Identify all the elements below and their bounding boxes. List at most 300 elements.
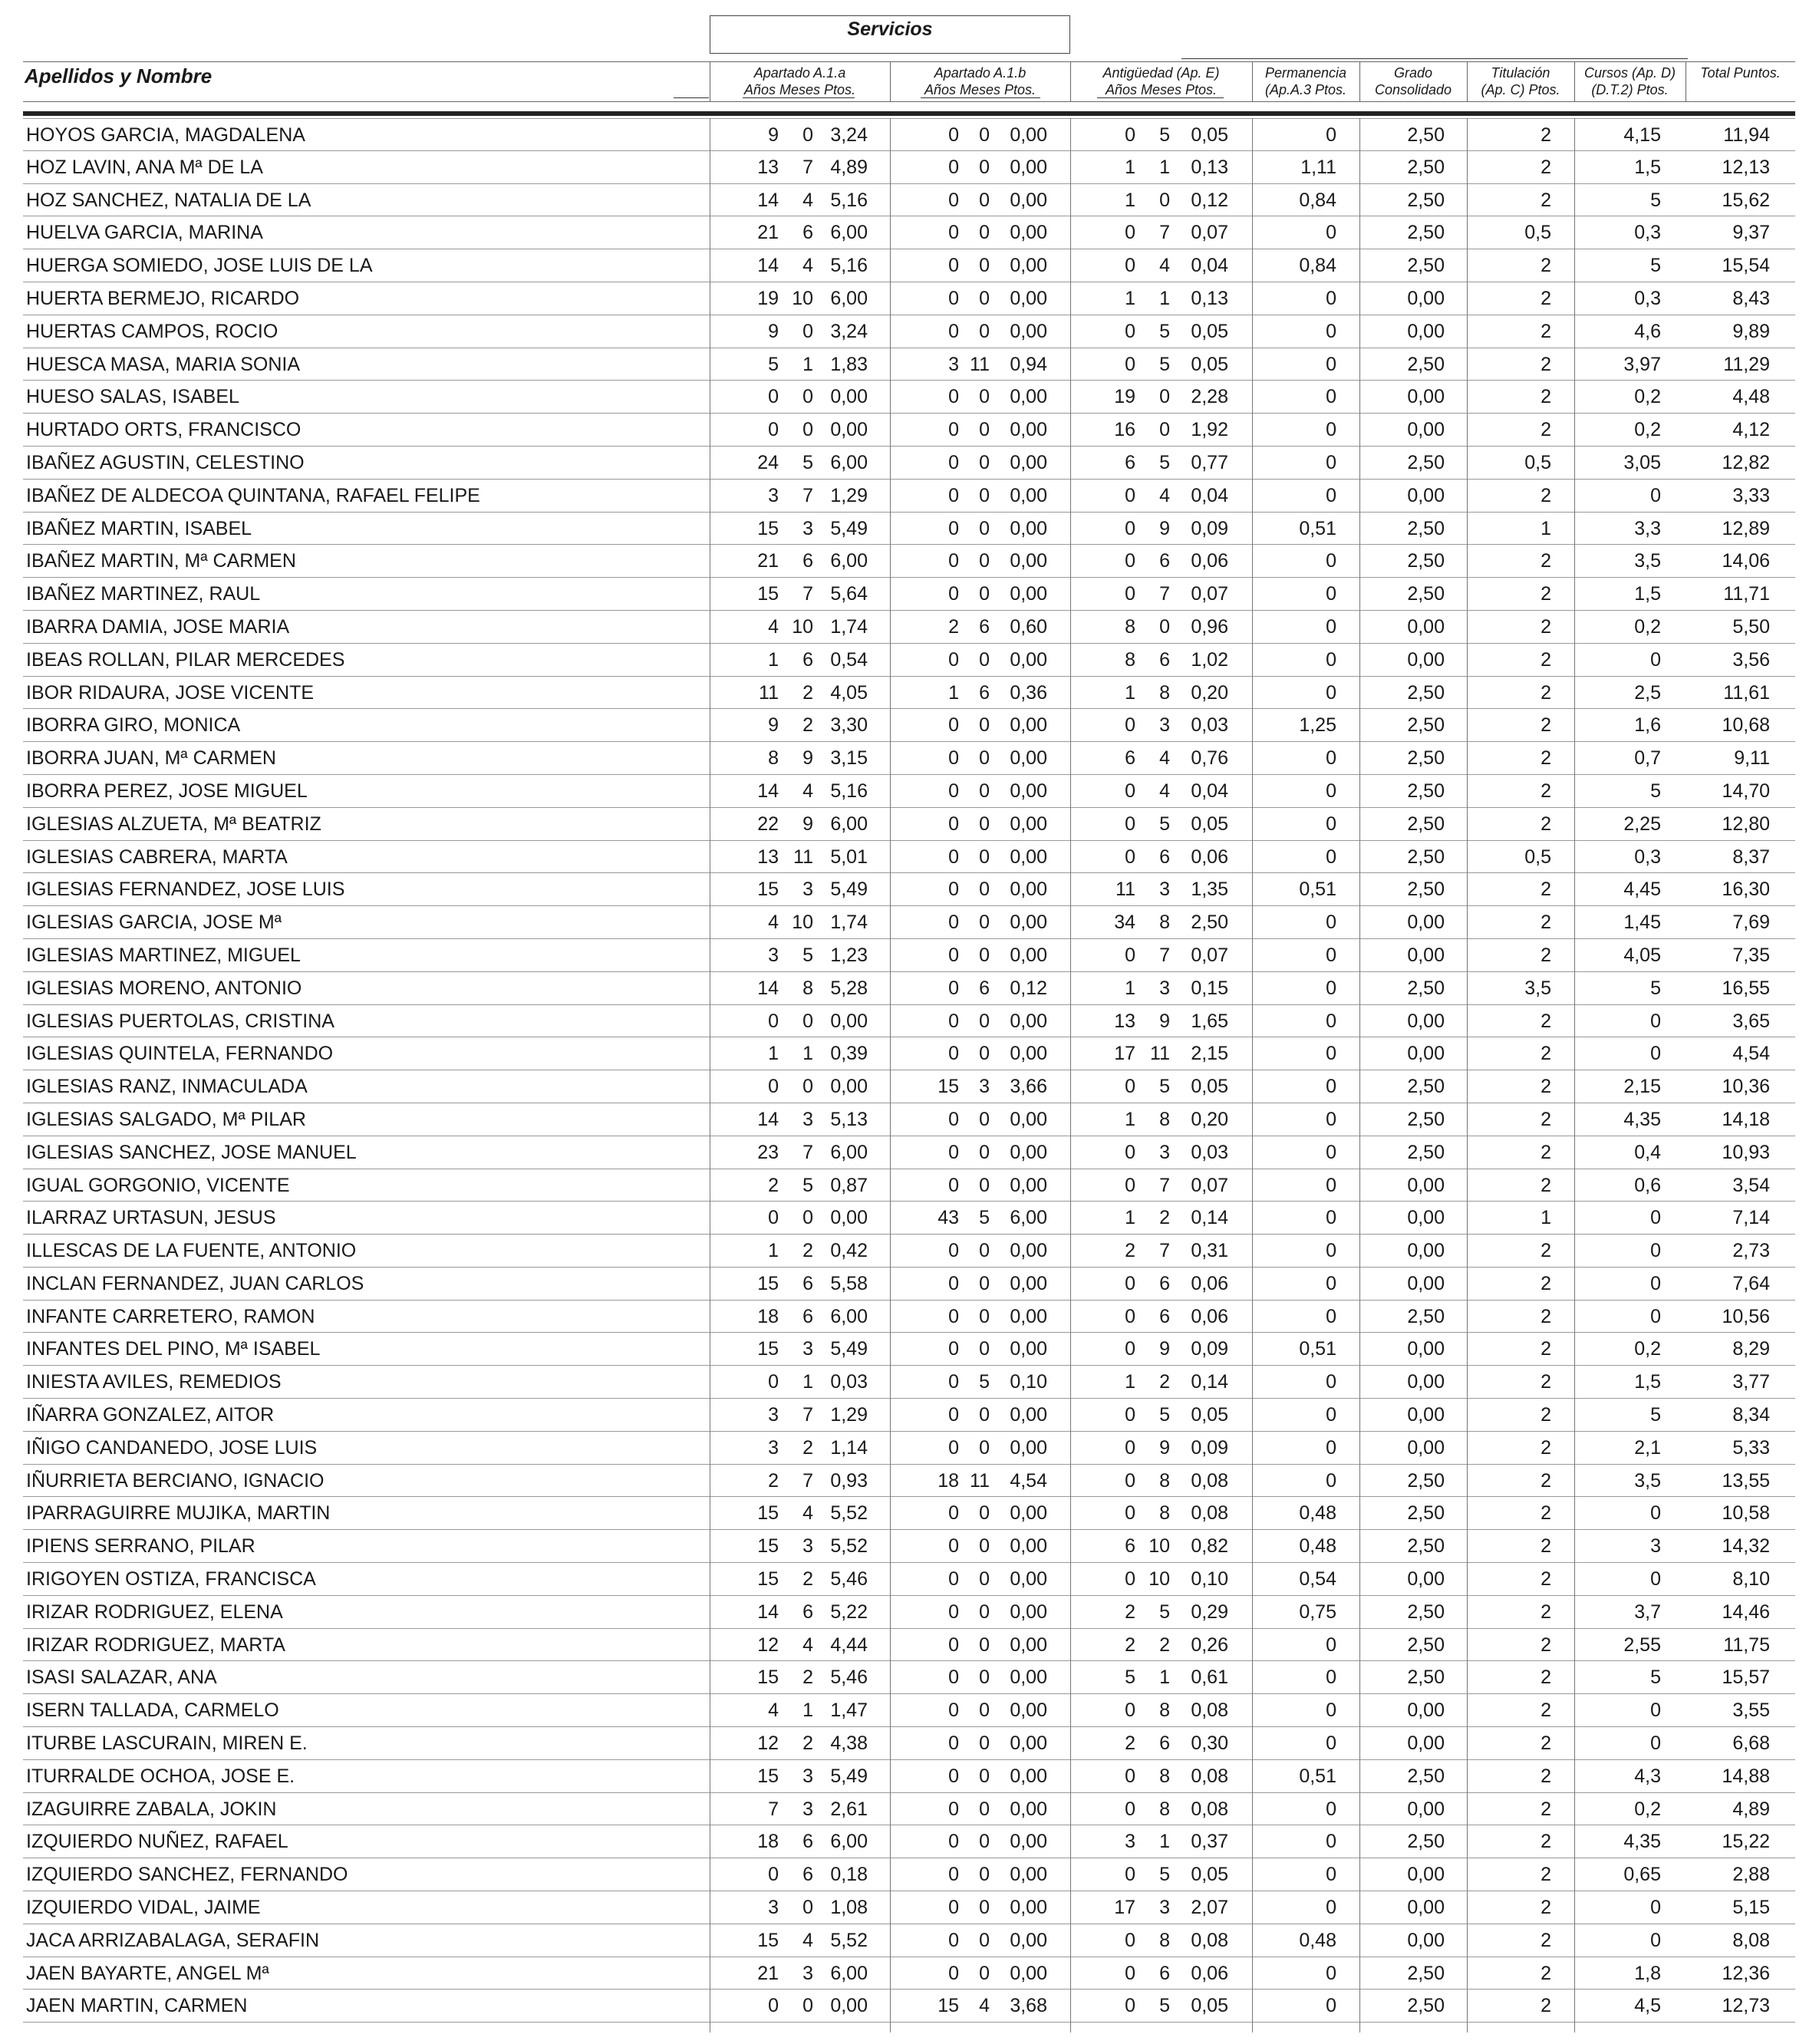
cell-grado: 0,00 bbox=[1407, 648, 1445, 671]
cell-a1b-points: 0,00 bbox=[1010, 1272, 1047, 1294]
cell-a1a-months: 1 bbox=[802, 1043, 813, 1065]
cell-ant-months: 9 bbox=[1159, 1010, 1170, 1032]
cell-permanencia: 0 bbox=[1326, 681, 1336, 704]
cell-a1a-months: 2 bbox=[802, 1240, 813, 1262]
cell-ant-points: 0,05 bbox=[1191, 1076, 1228, 1098]
cell-total: 4,12 bbox=[1732, 419, 1770, 441]
cell-ant-months: 3 bbox=[1159, 879, 1170, 901]
cell-a1a-points: 0,00 bbox=[830, 1207, 868, 1229]
cell-ant-months: 6 bbox=[1159, 1962, 1170, 1984]
cell-a1a-points: 1,47 bbox=[830, 1699, 868, 1722]
cell-titulacion: 3,5 bbox=[1524, 977, 1551, 999]
cell-ant-years: 0 bbox=[1125, 1929, 1135, 1951]
cell-a1b-points: 0,00 bbox=[1010, 1240, 1047, 1262]
cell-titulacion: 2 bbox=[1541, 1141, 1551, 1163]
cell-a1b-months: 0 bbox=[979, 484, 990, 506]
scores-table bbox=[23, 118, 1795, 2023]
cell-permanencia: 0 bbox=[1326, 583, 1336, 605]
cell-grado: 2,50 bbox=[1407, 189, 1445, 211]
cell-a1a-months: 6 bbox=[802, 1864, 813, 1886]
cell-a1a-months: 5 bbox=[802, 944, 813, 966]
cell-a1a-points: 1,74 bbox=[830, 912, 868, 934]
cell-a1b-points: 0,00 bbox=[1010, 1043, 1047, 1065]
table-row bbox=[23, 1727, 1795, 1760]
cell-a1a-months: 9 bbox=[802, 747, 813, 770]
cell-a1a-points: 0,00 bbox=[830, 1076, 868, 1098]
cell-a1a-points: 5,49 bbox=[830, 1338, 868, 1360]
cell-titulacion: 2 bbox=[1541, 320, 1551, 342]
cell-permanencia: 0 bbox=[1326, 1076, 1336, 1098]
cell-total: 12,36 bbox=[1722, 1962, 1770, 1984]
cell-ant-points: 0,08 bbox=[1191, 1929, 1228, 1951]
cell-a1b-months: 3 bbox=[979, 1076, 990, 1098]
cell-a1a-months: 4 bbox=[802, 1634, 813, 1656]
cell-a1b-points: 0,00 bbox=[1010, 386, 1047, 408]
cell-a1a-points: 3,24 bbox=[830, 320, 868, 342]
cell-total: 7,35 bbox=[1732, 944, 1770, 966]
cell-a1a-points: 3,15 bbox=[830, 747, 868, 770]
cell-name: IÑURRIETA BERCIANO, IGNACIO bbox=[26, 1469, 325, 1492]
cell-a1a-points: 5,52 bbox=[830, 1929, 868, 1951]
cell-name: ILLESCAS DE LA FUENTE, ANTONIO bbox=[26, 1240, 357, 1262]
cell-a1a-years: 23 bbox=[757, 1141, 779, 1163]
cell-a1a-points: 6,00 bbox=[830, 1141, 868, 1163]
cell-permanencia: 0 bbox=[1326, 1436, 1336, 1459]
cell-a1b-years: 18 bbox=[938, 1469, 959, 1492]
cell-cursos: 5 bbox=[1650, 189, 1661, 211]
cell-ant-points: 0,05 bbox=[1191, 1404, 1228, 1426]
cell-cursos: 4,05 bbox=[1623, 944, 1661, 966]
cell-a1a-years: 19 bbox=[757, 287, 779, 309]
cell-a1b-points: 0,00 bbox=[1010, 1929, 1047, 1951]
cell-ant-years: 2 bbox=[1125, 1240, 1135, 1262]
cell-a1a-years: 15 bbox=[757, 1338, 779, 1360]
cell-ant-years: 17 bbox=[1114, 1043, 1135, 1065]
cell-titulacion: 2 bbox=[1541, 747, 1551, 770]
table-row bbox=[23, 1760, 1795, 1793]
cell-cursos: 0 bbox=[1650, 1502, 1661, 1525]
cell-ant-years: 0 bbox=[1125, 780, 1135, 802]
cell-a1b-months: 0 bbox=[979, 846, 990, 868]
cell-ant-years: 0 bbox=[1125, 714, 1135, 737]
cell-a1a-points: 6,00 bbox=[830, 1305, 868, 1327]
cell-a1a-points: 5,13 bbox=[830, 1108, 868, 1130]
cell-ant-points: 0,09 bbox=[1191, 1338, 1228, 1360]
cell-ant-points: 0,14 bbox=[1191, 1207, 1228, 1229]
cell-a1a-months: 0 bbox=[802, 1995, 813, 2017]
cell-titulacion: 2 bbox=[1541, 1601, 1551, 1623]
cell-a1b-years: 0 bbox=[948, 1338, 959, 1360]
cell-cursos: 3 bbox=[1650, 1535, 1661, 1558]
cell-a1a-years: 1 bbox=[768, 1043, 779, 1065]
cell-a1a-points: 0,87 bbox=[830, 1174, 868, 1196]
cell-a1a-months: 10 bbox=[792, 912, 813, 934]
cell-a1b-months: 0 bbox=[979, 1765, 990, 1787]
cell-total: 8,10 bbox=[1732, 1568, 1770, 1591]
cell-name: JACA ARRIZABALAGA, SERAFIN bbox=[26, 1929, 320, 1951]
cell-ant-years: 19 bbox=[1114, 386, 1135, 408]
cell-ant-months: 4 bbox=[1159, 780, 1170, 802]
cell-a1a-points: 0,93 bbox=[830, 1469, 868, 1492]
cell-ant-years: 0 bbox=[1125, 944, 1135, 966]
cell-a1a-years: 21 bbox=[757, 550, 779, 572]
cell-total: 10,36 bbox=[1722, 1076, 1770, 1098]
cell-grado: 2,50 bbox=[1407, 747, 1445, 770]
cell-a1b-years: 0 bbox=[948, 451, 959, 473]
cell-grado: 2,50 bbox=[1407, 846, 1445, 868]
cell-cursos: 0,2 bbox=[1634, 1338, 1661, 1360]
cell-cursos: 5 bbox=[1650, 780, 1661, 802]
cell-a1a-years: 11 bbox=[759, 681, 779, 704]
cell-cursos: 4,35 bbox=[1623, 1831, 1661, 1853]
cell-ant-points: 0,76 bbox=[1191, 747, 1228, 770]
cell-a1a-years: 0 bbox=[768, 419, 779, 441]
cell-a1a-points: 4,38 bbox=[830, 1732, 868, 1755]
cell-a1b-years: 0 bbox=[948, 222, 959, 244]
cell-permanencia: 0 bbox=[1326, 813, 1336, 835]
cell-titulacion: 2 bbox=[1541, 912, 1551, 934]
cell-cursos: 2,5 bbox=[1634, 681, 1661, 704]
cell-a1b-years: 43 bbox=[938, 1207, 959, 1229]
cell-titulacion: 2 bbox=[1541, 1765, 1551, 1787]
cell-permanencia: 0 bbox=[1326, 222, 1336, 244]
cell-grado: 2,50 bbox=[1407, 517, 1445, 539]
cell-ant-years: 1 bbox=[1125, 681, 1135, 704]
cell-ant-years: 5 bbox=[1125, 1667, 1135, 1689]
cell-ant-points: 2,15 bbox=[1191, 1043, 1228, 1065]
cell-name: IBARRA DAMIA, JOSE MARIA bbox=[26, 615, 290, 638]
cell-name: HOZ LAVIN, ANA Mª DE LA bbox=[26, 156, 263, 178]
cell-cursos: 0,2 bbox=[1634, 419, 1661, 441]
cell-a1b-months: 11 bbox=[970, 1469, 990, 1492]
cell-ant-points: 0,26 bbox=[1191, 1634, 1228, 1656]
cell-ant-points: 0,13 bbox=[1191, 156, 1228, 178]
cell-total: 8,34 bbox=[1732, 1404, 1770, 1426]
cell-a1b-points: 3,66 bbox=[1010, 1076, 1047, 1098]
cell-a1b-years: 0 bbox=[948, 813, 959, 835]
cell-a1b-points: 0,00 bbox=[1010, 451, 1047, 473]
cell-grado: 2,50 bbox=[1407, 1634, 1445, 1656]
cell-cursos: 3,5 bbox=[1634, 550, 1661, 572]
cell-ant-points: 0,07 bbox=[1191, 944, 1228, 966]
cell-ant-years: 0 bbox=[1125, 1568, 1135, 1591]
cell-a1a-months: 3 bbox=[802, 517, 813, 539]
cell-a1a-points: 5,28 bbox=[830, 977, 868, 999]
cell-grado: 2,50 bbox=[1407, 681, 1445, 704]
cell-titulacion: 2 bbox=[1541, 255, 1551, 277]
cell-a1b-points: 0,12 bbox=[1010, 977, 1047, 999]
cell-ant-months: 8 bbox=[1159, 1929, 1170, 1951]
cell-a1a-points: 5,01 bbox=[830, 846, 868, 868]
cell-name: INIESTA AVILES, REMEDIOS bbox=[26, 1371, 282, 1393]
cell-a1b-years: 0 bbox=[948, 1864, 959, 1886]
cell-a1a-months: 0 bbox=[802, 419, 813, 441]
cell-a1a-years: 9 bbox=[768, 320, 779, 342]
cell-ant-years: 0 bbox=[1125, 550, 1135, 572]
cell-permanencia: 1,25 bbox=[1299, 714, 1336, 737]
cell-cursos: 0,2 bbox=[1634, 615, 1661, 638]
cell-ant-years: 6 bbox=[1125, 451, 1135, 473]
cell-a1a-years: 0 bbox=[768, 1010, 779, 1032]
cell-grado: 0,00 bbox=[1407, 1568, 1445, 1591]
cell-a1a-months: 7 bbox=[802, 583, 813, 605]
cell-permanencia: 0,51 bbox=[1299, 879, 1336, 901]
cell-a1b-months: 0 bbox=[979, 156, 990, 178]
cell-ant-years: 13 bbox=[1114, 1010, 1135, 1032]
cell-a1a-years: 18 bbox=[757, 1305, 779, 1327]
cell-permanencia: 0 bbox=[1326, 1864, 1336, 1886]
cell-ant-months: 3 bbox=[1159, 1141, 1170, 1163]
table-row bbox=[23, 1070, 1795, 1103]
cell-a1b-points: 4,54 bbox=[1010, 1469, 1047, 1492]
cell-ant-points: 0,07 bbox=[1191, 222, 1228, 244]
cell-ant-points: 0,06 bbox=[1191, 846, 1228, 868]
cell-name: IGLESIAS MORENO, ANTONIO bbox=[26, 977, 302, 999]
cell-cursos: 2,25 bbox=[1623, 813, 1661, 835]
cell-a1b-years: 0 bbox=[948, 648, 959, 671]
cell-a1b-points: 0,00 bbox=[1010, 1831, 1047, 1853]
cell-a1a-months: 6 bbox=[802, 550, 813, 572]
cell-titulacion: 2 bbox=[1541, 648, 1551, 671]
cell-permanencia: 0 bbox=[1326, 1240, 1336, 1262]
cell-grado: 0,00 bbox=[1407, 1338, 1445, 1360]
cell-titulacion: 2 bbox=[1541, 1897, 1551, 1919]
cell-a1b-months: 0 bbox=[979, 550, 990, 572]
table-row bbox=[23, 972, 1795, 1005]
cell-a1b-years: 0 bbox=[948, 1929, 959, 1951]
cell-permanencia: 0 bbox=[1326, 780, 1336, 802]
cell-a1b-months: 0 bbox=[979, 1831, 990, 1853]
cell-ant-years: 1 bbox=[1125, 1207, 1135, 1229]
table-row bbox=[23, 381, 1795, 414]
cell-ant-years: 2 bbox=[1125, 1601, 1135, 1623]
cell-ant-months: 0 bbox=[1159, 386, 1170, 408]
cell-a1a-years: 22 bbox=[757, 813, 779, 835]
table-row bbox=[23, 578, 1795, 611]
cell-a1a-months: 7 bbox=[802, 484, 813, 506]
cell-titulacion: 2 bbox=[1541, 1732, 1551, 1755]
table-row bbox=[23, 184, 1795, 217]
cell-cursos: 0 bbox=[1650, 1699, 1661, 1722]
table-row bbox=[23, 1563, 1795, 1596]
cell-name: IGLESIAS ALZUETA, Mª BEATRIZ bbox=[26, 813, 321, 835]
cell-ant-points: 0,20 bbox=[1191, 1108, 1228, 1130]
cell-titulacion: 0,5 bbox=[1524, 222, 1551, 244]
cell-a1b-years: 0 bbox=[948, 1535, 959, 1558]
cell-cursos: 0,2 bbox=[1634, 386, 1661, 408]
cell-ant-months: 1 bbox=[1159, 287, 1170, 309]
cell-a1b-years: 0 bbox=[948, 583, 959, 605]
cell-a1a-points: 3,30 bbox=[830, 714, 868, 737]
cell-ant-months: 6 bbox=[1159, 846, 1170, 868]
cell-a1b-years: 0 bbox=[948, 1699, 959, 1722]
cell-ant-points: 0,61 bbox=[1191, 1667, 1228, 1689]
cell-name: HUESO SALAS, ISABEL bbox=[26, 386, 239, 408]
cell-titulacion: 2 bbox=[1541, 1864, 1551, 1886]
cell-ant-points: 0,03 bbox=[1191, 1141, 1228, 1163]
cell-permanencia: 0,84 bbox=[1299, 189, 1336, 211]
cell-titulacion: 2 bbox=[1541, 1831, 1551, 1853]
cell-total: 10,56 bbox=[1722, 1305, 1770, 1327]
cell-a1b-years: 0 bbox=[948, 517, 959, 539]
cell-total: 11,71 bbox=[1723, 583, 1770, 605]
cell-a1a-years: 3 bbox=[768, 1897, 779, 1919]
cell-a1b-years: 0 bbox=[948, 1010, 959, 1032]
cell-ant-months: 7 bbox=[1159, 944, 1170, 966]
cell-ant-points: 0,05 bbox=[1191, 1864, 1228, 1886]
cell-a1b-months: 0 bbox=[979, 1864, 990, 1886]
table-row bbox=[23, 118, 1795, 151]
cell-ant-years: 0 bbox=[1125, 124, 1135, 146]
cell-a1b-points: 0,00 bbox=[1010, 1174, 1047, 1196]
cell-ant-years: 0 bbox=[1125, 222, 1135, 244]
cell-a1b-years: 0 bbox=[948, 255, 959, 277]
cell-ant-points: 0,06 bbox=[1191, 1272, 1228, 1294]
cell-titulacion: 2 bbox=[1541, 1043, 1551, 1065]
cell-a1b-years: 0 bbox=[948, 1897, 959, 1919]
cell-permanencia: 0 bbox=[1326, 451, 1336, 473]
cell-a1a-years: 0 bbox=[768, 1371, 779, 1393]
cell-grado: 2,50 bbox=[1407, 255, 1445, 277]
col-header-a1a: Apartado A.1.a Años Meses Ptos. bbox=[743, 65, 856, 97]
cell-a1b-years: 0 bbox=[948, 124, 959, 146]
cell-titulacion: 2 bbox=[1541, 1568, 1551, 1591]
cell-a1b-years: 0 bbox=[948, 1108, 959, 1130]
cell-total: 5,33 bbox=[1732, 1436, 1770, 1459]
cell-grado: 2,50 bbox=[1407, 1535, 1445, 1558]
cell-a1a-months: 7 bbox=[802, 1469, 813, 1492]
cell-ant-years: 8 bbox=[1125, 648, 1135, 671]
cell-a1a-years: 14 bbox=[757, 255, 779, 277]
cell-name: IBAÑEZ MARTIN, Mª CARMEN bbox=[26, 550, 296, 572]
cell-titulacion: 1 bbox=[1541, 1207, 1551, 1229]
cell-ant-points: 0,08 bbox=[1191, 1502, 1228, 1525]
cell-cursos: 5 bbox=[1650, 1404, 1661, 1426]
cell-permanencia: 0 bbox=[1326, 1634, 1336, 1656]
table-row bbox=[23, 1366, 1795, 1399]
cell-permanencia: 0 bbox=[1326, 1732, 1336, 1755]
cell-a1a-years: 0 bbox=[768, 1207, 779, 1229]
cell-a1b-points: 0,00 bbox=[1010, 1108, 1047, 1130]
cell-a1a-months: 6 bbox=[802, 222, 813, 244]
cell-a1a-months: 9 bbox=[802, 813, 813, 835]
cell-a1a-points: 0,39 bbox=[830, 1043, 868, 1065]
table-row bbox=[23, 447, 1795, 480]
cell-ant-months: 5 bbox=[1159, 1404, 1170, 1426]
cell-ant-months: 2 bbox=[1159, 1371, 1170, 1393]
cell-titulacion: 2 bbox=[1541, 1995, 1551, 2017]
cell-a1b-points: 0,94 bbox=[1010, 353, 1047, 375]
cell-permanencia: 0 bbox=[1326, 484, 1336, 506]
cell-grado: 0,00 bbox=[1407, 615, 1445, 638]
cell-a1b-years: 0 bbox=[948, 287, 959, 309]
cell-a1b-points: 0,00 bbox=[1010, 517, 1047, 539]
cell-a1a-months: 5 bbox=[802, 451, 813, 473]
cell-a1b-months: 0 bbox=[979, 1667, 990, 1689]
cell-grado: 0,00 bbox=[1407, 1174, 1445, 1196]
cell-grado: 0,00 bbox=[1407, 484, 1445, 506]
table-row bbox=[23, 151, 1795, 184]
cell-ant-points: 0,77 bbox=[1191, 451, 1228, 473]
cell-ant-months: 6 bbox=[1159, 550, 1170, 572]
cell-ant-months: 5 bbox=[1159, 1995, 1170, 2017]
cell-total: 3,55 bbox=[1732, 1699, 1770, 1722]
cell-ant-points: 0,06 bbox=[1191, 1305, 1228, 1327]
cell-a1b-months: 0 bbox=[979, 780, 990, 802]
cell-a1b-years: 0 bbox=[948, 1174, 959, 1196]
cell-titulacion: 2 bbox=[1541, 1108, 1551, 1130]
cell-name: HOZ SANCHEZ, NATALIA DE LA bbox=[26, 189, 311, 211]
cell-a1a-months: 4 bbox=[802, 1929, 813, 1951]
cell-name: ISERN TALLADA, CARMELO bbox=[26, 1699, 279, 1722]
cell-ant-years: 6 bbox=[1125, 1535, 1135, 1558]
table-row bbox=[23, 249, 1795, 282]
cell-ant-months: 7 bbox=[1159, 1240, 1170, 1262]
cell-name: IRIGOYEN OSTIZA, FRANCISCA bbox=[26, 1568, 316, 1591]
cell-a1b-years: 0 bbox=[948, 419, 959, 441]
cell-name: ITURBE LASCURAIN, MIREN E. bbox=[26, 1732, 308, 1755]
cell-a1a-months: 3 bbox=[802, 1108, 813, 1130]
cell-a1b-points: 0,00 bbox=[1010, 287, 1047, 309]
cell-a1a-years: 12 bbox=[757, 1732, 779, 1755]
cell-a1b-years: 0 bbox=[948, 1667, 959, 1689]
cell-ant-points: 0,05 bbox=[1191, 1995, 1228, 2017]
cell-name: ISASI SALAZAR, ANA bbox=[26, 1667, 217, 1689]
cell-a1b-months: 0 bbox=[979, 1010, 990, 1032]
cell-a1a-points: 5,58 bbox=[830, 1272, 868, 1294]
cell-name: IÑIGO CANDANEDO, JOSE LUIS bbox=[26, 1436, 318, 1459]
table-row bbox=[23, 677, 1795, 710]
cell-a1a-years: 2 bbox=[768, 1174, 779, 1196]
column-divider bbox=[1252, 118, 1253, 2032]
header-thick-rule bbox=[23, 111, 1795, 116]
cell-a1a-years: 15 bbox=[757, 583, 779, 605]
header-underline bbox=[921, 97, 1040, 98]
cell-a1b-points: 0,00 bbox=[1010, 1699, 1047, 1722]
cell-a1a-points: 5,64 bbox=[830, 583, 868, 605]
cell-a1a-years: 15 bbox=[757, 1502, 779, 1525]
cell-ant-months: 8 bbox=[1159, 1765, 1170, 1787]
cell-ant-months: 5 bbox=[1159, 124, 1170, 146]
cell-ant-points: 0,08 bbox=[1191, 1469, 1228, 1492]
cell-titulacion: 2 bbox=[1541, 1699, 1551, 1722]
cell-a1a-points: 0,42 bbox=[830, 1240, 868, 1262]
cell-name: IZQUIERDO VIDAL, JAIME bbox=[26, 1897, 261, 1919]
cell-ant-months: 8 bbox=[1159, 1798, 1170, 1820]
cell-ant-points: 1,65 bbox=[1191, 1010, 1228, 1032]
cell-name: HURTADO ORTS, FRANCISCO bbox=[26, 419, 302, 441]
cell-ant-years: 0 bbox=[1125, 1995, 1135, 2017]
cell-a1b-months: 0 bbox=[979, 912, 990, 934]
cell-grado: 2,50 bbox=[1407, 353, 1445, 375]
cell-total: 3,33 bbox=[1732, 484, 1770, 506]
cell-titulacion: 2 bbox=[1541, 1010, 1551, 1032]
cell-a1a-years: 3 bbox=[768, 944, 779, 966]
cell-total: 10,93 bbox=[1722, 1141, 1770, 1163]
cell-titulacion: 2 bbox=[1541, 1076, 1551, 1098]
cell-titulacion: 2 bbox=[1541, 1174, 1551, 1196]
cell-a1b-years: 0 bbox=[948, 1305, 959, 1327]
cell-a1b-points: 0,10 bbox=[1010, 1371, 1047, 1393]
cell-a1a-months: 2 bbox=[802, 681, 813, 704]
cell-a1a-points: 6,00 bbox=[830, 1962, 868, 1984]
cell-ant-points: 0,08 bbox=[1191, 1765, 1228, 1787]
cell-total: 12,80 bbox=[1722, 813, 1770, 835]
cell-titulacion: 2 bbox=[1541, 1404, 1551, 1426]
cell-a1a-points: 0,00 bbox=[830, 1010, 868, 1032]
cell-ant-months: 6 bbox=[1159, 1732, 1170, 1755]
cell-total: 8,08 bbox=[1732, 1929, 1770, 1951]
